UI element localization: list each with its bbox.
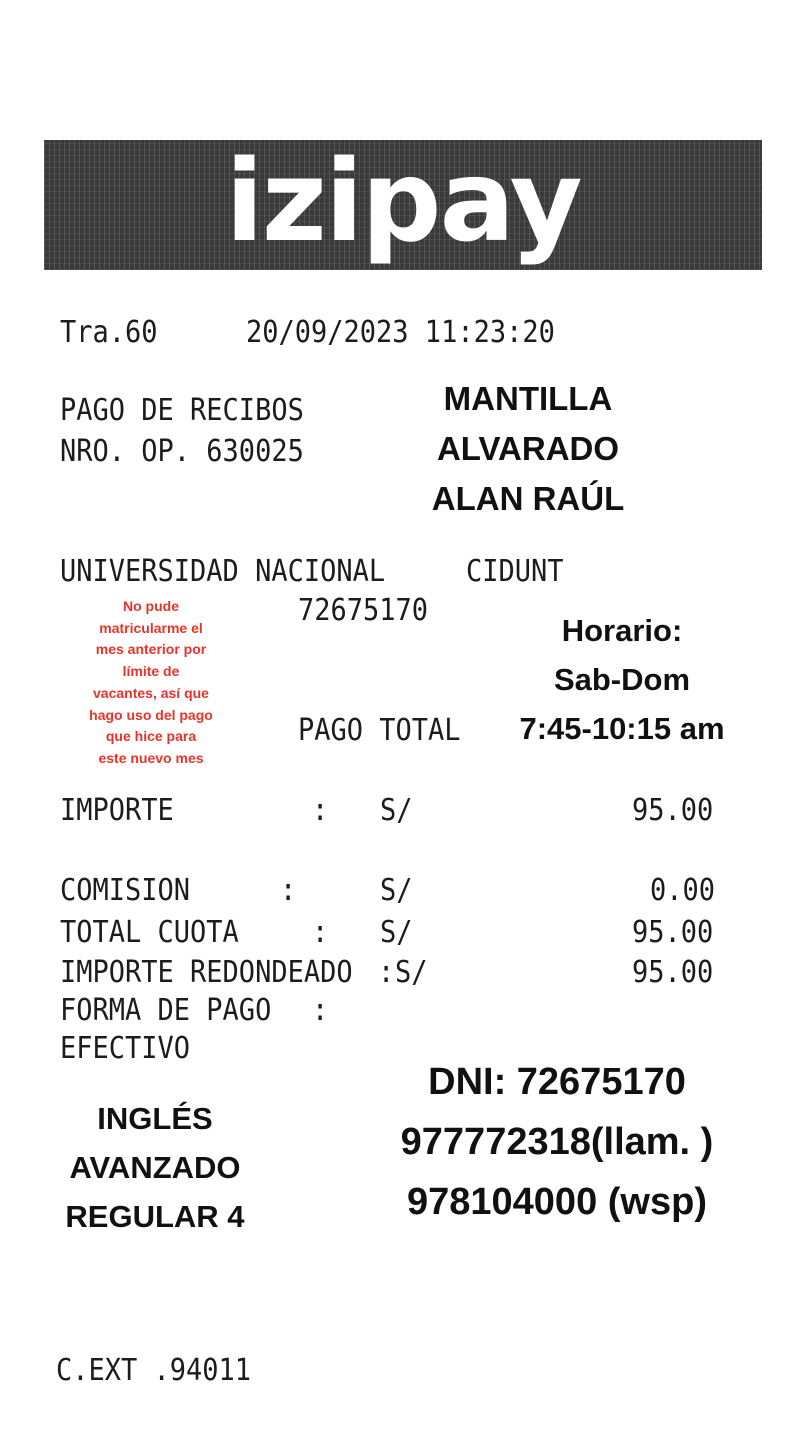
payment-kind: PAGO TOTAL [298, 713, 461, 748]
row-label: TOTAL CUOTA [60, 915, 239, 950]
row-currency: S/ [395, 955, 428, 990]
note-line: límite de [122, 663, 180, 680]
note-line: este nuevo mes [98, 749, 204, 766]
note-line: vacantes, así que [93, 684, 209, 701]
row-label: IMPORTE [60, 793, 174, 828]
row-currency: S/ [380, 793, 413, 828]
row-currency: S/ [380, 915, 413, 950]
row-label: COMISION [60, 873, 191, 908]
row-amount: 95.00 [632, 915, 714, 950]
name-line-3: ALAN RAÚL [431, 480, 625, 517]
transaction-type: PAGO DE RECIBOS [60, 393, 304, 428]
student-name-annotation [410, 374, 646, 524]
note-line: que hice para [105, 728, 197, 745]
row-separator: : [280, 873, 297, 908]
course-line-2: AVANZADO [69, 1150, 241, 1185]
row-separator: : [312, 793, 329, 828]
note-line: mes anterior por [95, 641, 207, 658]
phone-whatsapp-line: 978104000 (wsp) [407, 1181, 707, 1223]
izipay-logo-band [44, 137, 762, 270]
schedule-line-1: Horario: [561, 613, 683, 648]
payment-method-label: FORMA DE PAGO [60, 993, 272, 1028]
row-separator: : [378, 955, 395, 990]
course-line-1: INGLÉS [97, 1101, 213, 1136]
note-line: hago uso del pago [89, 706, 213, 723]
note-line: matricularme el [99, 619, 203, 636]
row-amount: 0.00 [650, 873, 716, 908]
course-line-3: REGULAR 4 [65, 1199, 245, 1234]
footer-code: C.EXT .94011 [56, 1353, 252, 1388]
dni-line: DNI: 72675170 [428, 1061, 686, 1103]
schedule-annotation [500, 606, 744, 753]
phone-call-line: 977772318(llam. ) [400, 1121, 714, 1163]
row-label: IMPORTE REDONDEADO [60, 955, 353, 990]
institution-name: UNIVERSIDAD NACIONAL [60, 554, 386, 589]
payer-code: 72675170 [298, 593, 429, 628]
note-line: No pude [123, 598, 179, 614]
row-amount: 95.00 [632, 955, 714, 990]
institution-code: CIDUNT [466, 554, 564, 589]
payment-method-value: EFECTIVO [60, 1031, 191, 1066]
transaction-datetime: 20/09/2023 11:23:20 [246, 315, 555, 350]
row-amount: 95.00 [632, 793, 714, 828]
schedule-line-2: Sab-Dom [553, 662, 691, 697]
red-note-annotation [66, 596, 236, 770]
name-line-2: ALVARADO [436, 430, 620, 467]
schedule-line-3: 7:45-10:15 am [519, 711, 725, 746]
course-annotation [40, 1094, 270, 1241]
name-line-1: MANTILLA [443, 380, 613, 417]
contact-annotation [352, 1052, 762, 1232]
operation-number: NRO. OP. 630025 [60, 434, 304, 469]
izipay-logo: izipay [225, 137, 581, 267]
payment-method-separator: : [312, 993, 329, 1028]
row-currency: S/ [380, 873, 413, 908]
terminal-id: Tra.60 [60, 315, 158, 350]
row-separator: : [312, 915, 329, 950]
